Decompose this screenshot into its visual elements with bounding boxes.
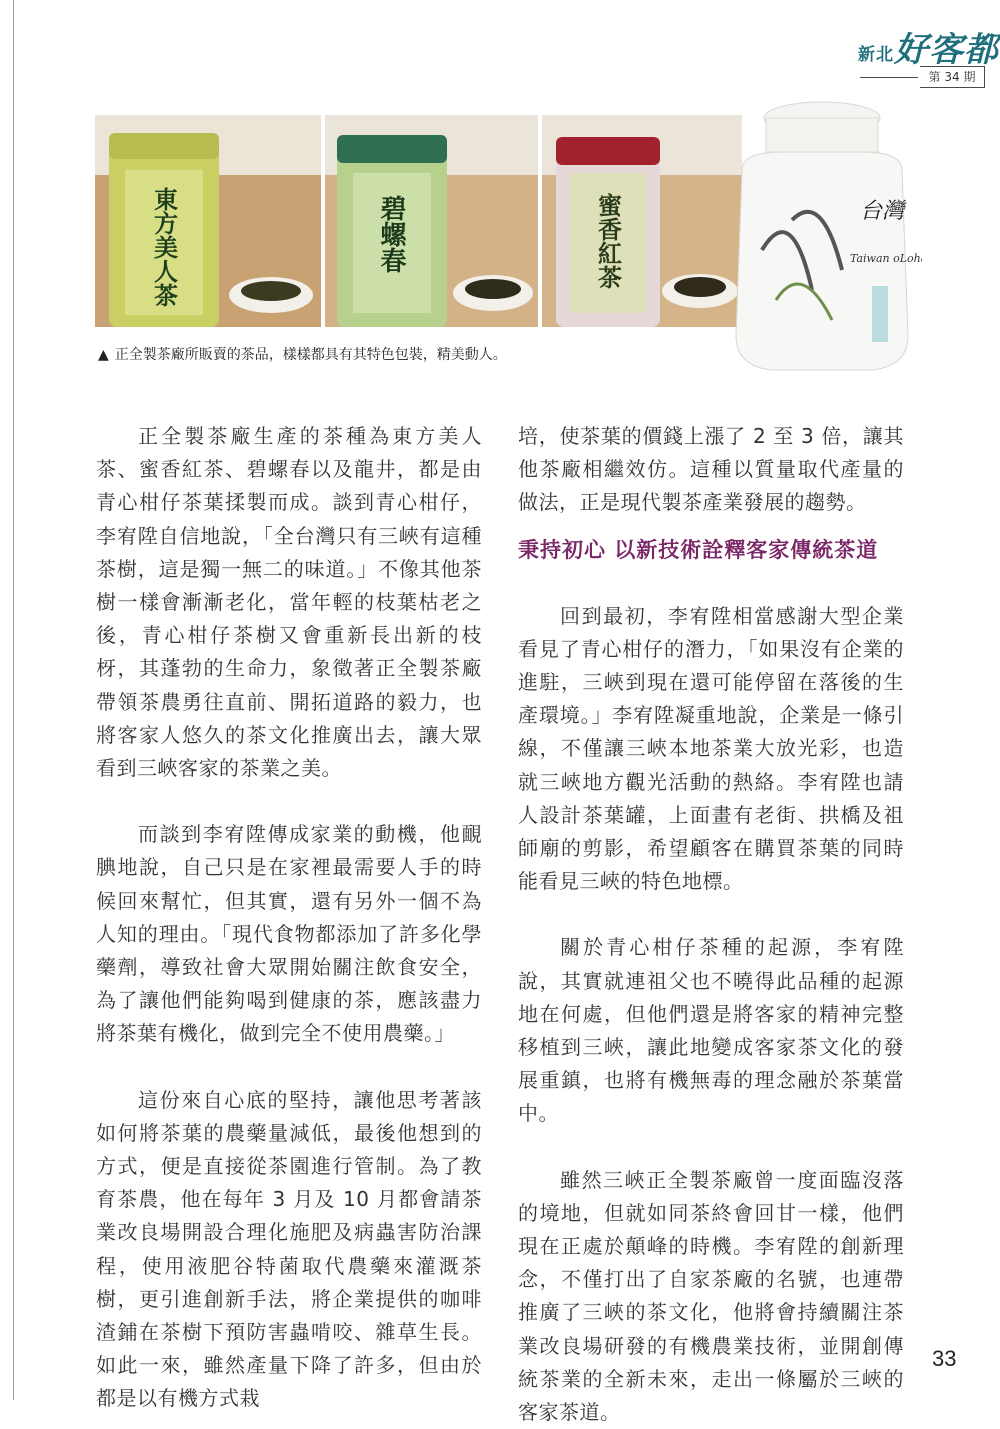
- caption-text: 正全製茶廠所販賣的茶品，樣樣都具有其特色包裝，精美動人。: [114, 347, 507, 363]
- page-number: 33: [932, 1346, 957, 1371]
- can1-label: 東方美人茶: [149, 187, 179, 307]
- photo-oriental-beauty-tea: [95, 115, 321, 327]
- issue-number: [920, 66, 985, 88]
- left-paragraph-3: 這份來自心底的堅持，讓他思考著該如何將茶葉的農藥量減低，最後他想到的方式，便是直接從茶園進行管制。為了教育茶農，他在每年 3 月及 10 月都會請茶業改良場開設合理化施肥及病蟲害防治課程，使用液肥谷特菌取代農藥來灌溉茶樹，更引進創新手法，將企業提供的咖啡渣鋪在茶樹下預防害蟲啃咬、雜草生長。如此一來，雖然產量下降了許多，但由於都是以有機方式栽: [96, 1087, 482, 1411]
- photo-3-graphic: [542, 115, 742, 327]
- can2-label: 碧螺春: [376, 195, 406, 273]
- logo-small-char-1: 新: [858, 45, 876, 65]
- jar-label-en: Taiwan oLoha: [850, 252, 922, 265]
- right-column: [518, 420, 904, 1429]
- magazine-logo: [858, 22, 999, 88]
- issue-label: 第 34 期: [928, 70, 976, 84]
- logo-main-text: 好客都: [894, 30, 999, 70]
- issue-rule: [860, 77, 918, 78]
- logo-title: [858, 22, 999, 71]
- right-paragraph-2: 關於青心柑仔茶種的起源，李宥陞說，其實就連祖父也不曉得此品種的起源地在何處，但他們還是將客家的精神完整移植到三峽，讓此地變成客家茶文化的發展重鎮，也將有機無毒的理念融於茶葉當中。: [518, 935, 904, 1126]
- left-paragraph-2: 而談到李宥陞傳成家業的動機，他靦腆地說，自己只是在家裡最需要人手的時候回來幫忙，但其實，還有另外一個不為人知的理由。「現代食物都添加了許多化學藥劑，導致社會大眾開始關注飲食安全，為了讓他們能夠喝到健康的茶，應該盡力將茶葉有機化，做到完全不使用農藥。」: [96, 822, 482, 1046]
- left-column: [96, 420, 482, 1416]
- jar-graphic: [722, 100, 922, 374]
- photo-biluochun-tea: [325, 115, 538, 327]
- porcelain-tea-jar: [722, 100, 922, 374]
- can3-label: 蜜香紅茶: [593, 193, 623, 289]
- section-heading: 秉持初心 以新技術詮釋客家傳統茶道: [518, 537, 879, 562]
- right-paragraph-0: 培，使茶葉的價錢上漲了 2 至 3 倍，讓其他茶廠相繼效仿。這種以質量取代產量的做法，正是現代製茶產業發展的趨勢。: [518, 424, 904, 515]
- right-paragraph-1: 回到最初，李宥陞相當感謝大型企業看見了青心柑仔的潛力，「如果沒有企業的進駐，三峽到現在還可能停留在落後的生產環境。」李宥陞凝重地說，企業是一條引線，不僅讓三峽本地茶業大放光彩，也造就三峽地方觀光活動的熱絡。李宥陞也請人設計茶葉罐，上面畫有老街、拱橋及祖師廟的剪影，希望顧客在購買茶葉的同時能看見三峽的特色地標。: [518, 603, 904, 894]
- photo-caption: [98, 344, 507, 364]
- photo-1-graphic: [95, 115, 321, 327]
- right-paragraph-3: 雖然三峽正全製茶廠曾一度面臨沒落的境地，但就如同茶終會回甘一樣，他們現在正處於顛峰的時機。李宥陞的創新理念，不僅打出了自家茶廠的名號，也連帶推廣了三峽的茶文化，他將會持續關注茶業改良場研發的有機農業技術，並開創傳統茶業的全新未來，走出一條屬於三峽的客家茶道。: [518, 1167, 904, 1425]
- jar-label-top: 台灣: [860, 199, 905, 224]
- logo-small-char-2: 北: [876, 45, 894, 65]
- left-paragraph-1: 正全製茶廠生產的茶種為東方美人茶、蜜香紅茶、碧螺春以及龍井，都是由青心柑仔茶葉揉製而成。談到青心柑仔，李宥陞自信地說，「全台灣只有三峽有這種茶樹，這是獨一無二的味道。」不像其他茶樹一樣會漸漸老化，當年輕的枝葉枯老之後，青心柑仔茶樹又會重新長出新的枝枒，其蓬勃的生命力，象徵著正全製茶廠帶領茶農勇往直前、開拓道路的毅力，也將客家人悠久的茶文化推廣出去，讓大眾看到三峽客家的茶業之美。: [96, 424, 482, 781]
- photo-2-graphic: [325, 115, 538, 327]
- photo-honey-black-tea: [542, 115, 742, 327]
- caption-marker: ▲: [98, 347, 109, 363]
- page-gutter-line: [13, 0, 14, 1400]
